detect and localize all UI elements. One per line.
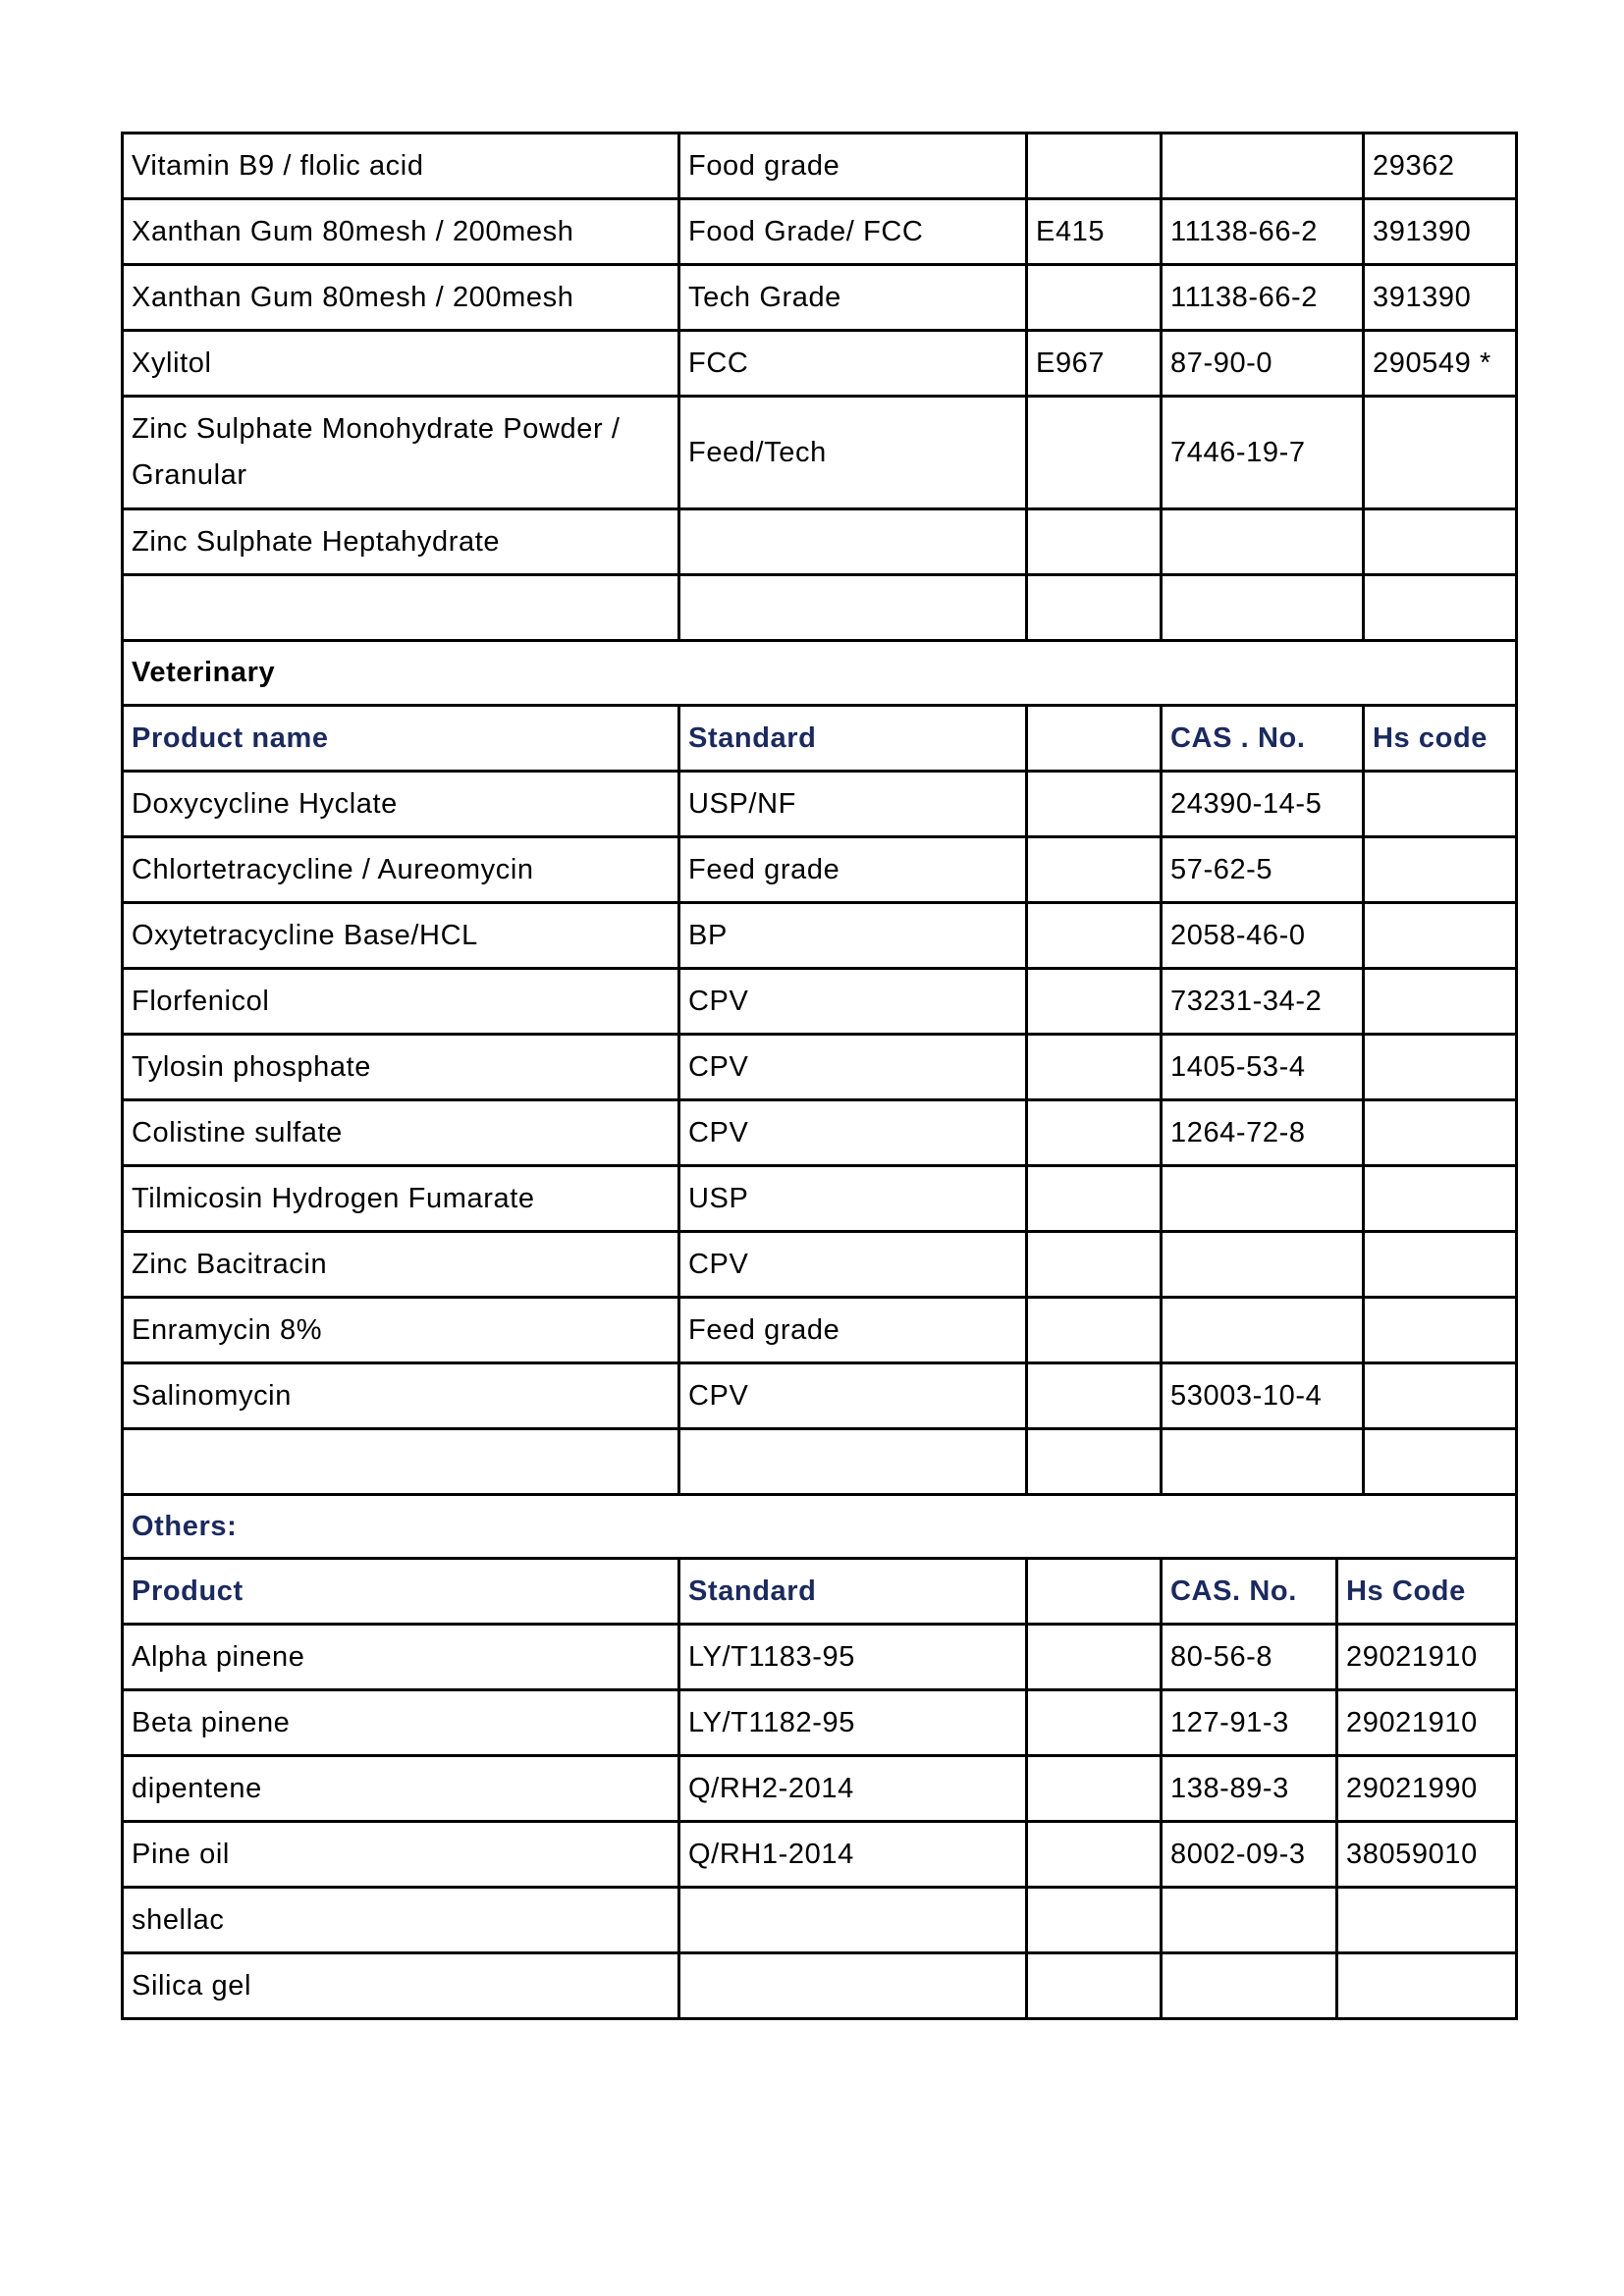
table-row <box>123 509 1517 575</box>
hs-code-cell: 29021990 <box>1337 1756 1517 1822</box>
hs-code-cell: 29021910 <box>1337 1690 1517 1756</box>
standard-cell: Feed grade <box>679 1297 1027 1362</box>
hs-code-cell <box>1364 1362 1517 1428</box>
standard-cell: CPV <box>679 1362 1027 1428</box>
standard-cell: Q/RH2-2014 <box>679 1756 1027 1822</box>
standard-cell: CPV <box>679 1034 1027 1099</box>
cas-cell: 57-62-5 <box>1162 836 1364 902</box>
table-row <box>123 1034 1517 1099</box>
e-number-cell <box>1027 1362 1162 1428</box>
hs-code-cell: 29021910 <box>1337 1625 1517 1690</box>
cas-cell: 53003-10-4 <box>1162 1362 1364 1428</box>
food-products-table <box>121 132 1518 642</box>
standard-cell <box>679 1428 1027 1494</box>
product-cell: Alpha pinene <box>123 1625 679 1690</box>
hs-code-cell <box>1364 1099 1517 1165</box>
standard-cell <box>679 575 1027 641</box>
product-cell: Salinomycin <box>123 1362 679 1428</box>
standard-cell: Food grade <box>679 133 1027 199</box>
header-hs-code: Hs code <box>1364 705 1517 771</box>
cas-cell: 1405-53-4 <box>1162 1034 1364 1099</box>
table-row <box>123 1165 1517 1231</box>
e-number-cell <box>1027 1099 1162 1165</box>
cas-cell: 2058-46-0 <box>1162 902 1364 968</box>
hs-code-cell <box>1364 575 1517 641</box>
hs-code-cell <box>1364 1428 1517 1494</box>
table-row <box>123 1362 1517 1428</box>
cas-cell <box>1162 1231 1364 1297</box>
cas-cell: 80-56-8 <box>1162 1625 1337 1690</box>
standard-cell: Q/RH1-2014 <box>679 1822 1027 1888</box>
hs-code-cell <box>1364 1165 1517 1231</box>
table-row <box>123 771 1517 836</box>
product-cell: Xanthan Gum 80mesh / 200mesh <box>123 265 679 331</box>
product-cell: shellac <box>123 1888 679 1953</box>
standard-cell <box>679 1953 1027 2019</box>
table-row <box>123 902 1517 968</box>
veterinary-section-title: Veterinary <box>123 642 1517 705</box>
product-cell: Vitamin B9 / flolic acid <box>123 133 679 199</box>
standard-cell: Feed grade <box>679 836 1027 902</box>
others-body <box>123 1625 1517 2019</box>
hs-code-cell <box>1364 397 1517 509</box>
others-section-row <box>123 1496 1517 1559</box>
product-cell: Zinc Sulphate Heptahydrate <box>123 509 679 575</box>
e-number-cell <box>1027 902 1162 968</box>
e-number-cell <box>1027 575 1162 641</box>
standard-cell: USP/NF <box>679 771 1027 836</box>
hs-code-cell <box>1364 1034 1517 1099</box>
standard-cell <box>679 1888 1027 1953</box>
product-cell: Xanthan Gum 80mesh / 200mesh <box>123 199 679 265</box>
hs-code-cell <box>1364 902 1517 968</box>
e-number-cell: E415 <box>1027 199 1162 265</box>
cas-cell: 7446-19-7 <box>1162 397 1364 509</box>
hs-code-cell: 38059010 <box>1337 1822 1517 1888</box>
table-row <box>123 199 1517 265</box>
product-cell: Colistine sulfate <box>123 1099 679 1165</box>
table-row <box>123 836 1517 902</box>
cas-cell: 11138-66-2 <box>1162 265 1364 331</box>
e-number-cell: E967 <box>1027 331 1162 397</box>
table-row <box>123 1888 1517 1953</box>
table-row <box>123 968 1517 1034</box>
table-row <box>123 1099 1517 1165</box>
cas-cell <box>1162 575 1364 641</box>
e-number-cell <box>1027 1165 1162 1231</box>
cas-cell: 11138-66-2 <box>1162 199 1364 265</box>
hs-code-cell: 391390 <box>1364 265 1517 331</box>
cas-cell <box>1162 509 1364 575</box>
veterinary-section-row <box>123 642 1517 705</box>
standard-cell: BP <box>679 902 1027 968</box>
e-number-cell <box>1027 1690 1162 1756</box>
others-section-title: Others: <box>123 1496 1517 1559</box>
cas-cell: 1264-72-8 <box>1162 1099 1364 1165</box>
cas-cell <box>1162 1297 1364 1362</box>
standard-cell: Food Grade/ FCC <box>679 199 1027 265</box>
veterinary-table <box>121 642 1518 1496</box>
food-products-body <box>123 133 1517 641</box>
standard-cell: Tech Grade <box>679 265 1027 331</box>
e-number-cell <box>1027 1428 1162 1494</box>
hs-code-cell <box>1364 1297 1517 1362</box>
e-number-cell <box>1027 836 1162 902</box>
cas-cell <box>1162 1953 1337 2019</box>
e-number-cell <box>1027 1888 1162 1953</box>
table-row <box>123 1428 1517 1494</box>
table-row <box>123 1231 1517 1297</box>
header-standard: Standard <box>679 1559 1027 1625</box>
standard-cell: CPV <box>679 1099 1027 1165</box>
product-cell: Tilmicosin Hydrogen Fumarate <box>123 1165 679 1231</box>
cas-cell <box>1162 1428 1364 1494</box>
veterinary-header-row <box>123 705 1517 771</box>
standard-cell: LY/T1182-95 <box>679 1690 1027 1756</box>
product-cell: Tylosin phosphate <box>123 1034 679 1099</box>
table-row <box>123 575 1517 641</box>
cas-cell: 8002-09-3 <box>1162 1822 1337 1888</box>
standard-cell: FCC <box>679 331 1027 397</box>
header-hs-code: Hs Code <box>1337 1559 1517 1625</box>
hs-code-cell: 290549 * <box>1364 331 1517 397</box>
product-cell: Chlortetracycline / Aureomycin <box>123 836 679 902</box>
product-cell: Doxycycline Hyclate <box>123 771 679 836</box>
e-number-cell <box>1027 509 1162 575</box>
cas-cell <box>1162 133 1364 199</box>
e-number-cell <box>1027 265 1162 331</box>
product-cell: Enramycin 8% <box>123 1297 679 1362</box>
product-cell: Xylitol <box>123 331 679 397</box>
cas-cell: 24390-14-5 <box>1162 771 1364 836</box>
header-blank <box>1027 705 1162 771</box>
product-sheet <box>121 132 1515 2020</box>
table-row <box>123 1690 1517 1756</box>
e-number-cell <box>1027 1822 1162 1888</box>
e-number-cell <box>1027 1231 1162 1297</box>
others-header-row <box>123 1559 1517 1625</box>
header-standard: Standard <box>679 705 1027 771</box>
product-cell: Zinc Bacitracin <box>123 1231 679 1297</box>
product-cell: dipentene <box>123 1756 679 1822</box>
standard-cell: USP <box>679 1165 1027 1231</box>
header-blank <box>1027 1559 1162 1625</box>
hs-code-cell <box>1364 509 1517 575</box>
cas-cell: 73231-34-2 <box>1162 968 1364 1034</box>
e-number-cell <box>1027 1953 1162 2019</box>
e-number-cell <box>1027 1625 1162 1690</box>
table-row <box>123 1625 1517 1690</box>
product-cell: Beta pinene <box>123 1690 679 1756</box>
cas-cell: 127-91-3 <box>1162 1690 1337 1756</box>
table-row <box>123 1822 1517 1888</box>
product-cell <box>123 575 679 641</box>
product-cell: Silica gel <box>123 1953 679 2019</box>
table-row <box>123 1297 1517 1362</box>
product-cell: Zinc Sulphate Monohydrate Powder / Granular <box>123 397 679 509</box>
e-number-cell <box>1027 771 1162 836</box>
header-cas-no: CAS. No. <box>1162 1559 1337 1625</box>
hs-code-cell <box>1364 771 1517 836</box>
table-row <box>123 397 1517 509</box>
cas-cell: 138-89-3 <box>1162 1756 1337 1822</box>
hs-code-cell <box>1364 968 1517 1034</box>
header-product-name: Product name <box>123 705 679 771</box>
e-number-cell <box>1027 1756 1162 1822</box>
header-cas-no: CAS . No. <box>1162 705 1364 771</box>
standard-cell: Feed/Tech <box>679 397 1027 509</box>
table-row <box>123 1756 1517 1822</box>
table-row <box>123 265 1517 331</box>
product-cell: Pine oil <box>123 1822 679 1888</box>
product-cell: Oxytetracycline Base/HCL <box>123 902 679 968</box>
hs-code-cell <box>1364 836 1517 902</box>
hs-code-cell <box>1337 1888 1517 1953</box>
table-row <box>123 133 1517 199</box>
hs-code-cell <box>1364 1231 1517 1297</box>
product-cell <box>123 1428 679 1494</box>
cas-cell: 87-90-0 <box>1162 331 1364 397</box>
standard-cell: CPV <box>679 968 1027 1034</box>
hs-code-cell: 391390 <box>1364 199 1517 265</box>
header-product: Product <box>123 1559 679 1625</box>
e-number-cell <box>1027 968 1162 1034</box>
standard-cell <box>679 509 1027 575</box>
standard-cell: LY/T1183-95 <box>679 1625 1027 1690</box>
cas-cell <box>1162 1888 1337 1953</box>
table-row <box>123 331 1517 397</box>
table-row <box>123 1953 1517 2019</box>
hs-code-cell: 29362 <box>1364 133 1517 199</box>
e-number-cell <box>1027 133 1162 199</box>
product-cell: Florfenicol <box>123 968 679 1034</box>
standard-cell: CPV <box>679 1231 1027 1297</box>
hs-code-cell <box>1337 1953 1517 2019</box>
others-table <box>121 1496 1518 2021</box>
e-number-cell <box>1027 397 1162 509</box>
e-number-cell <box>1027 1297 1162 1362</box>
veterinary-body <box>123 771 1517 1494</box>
e-number-cell <box>1027 1034 1162 1099</box>
cas-cell <box>1162 1165 1364 1231</box>
